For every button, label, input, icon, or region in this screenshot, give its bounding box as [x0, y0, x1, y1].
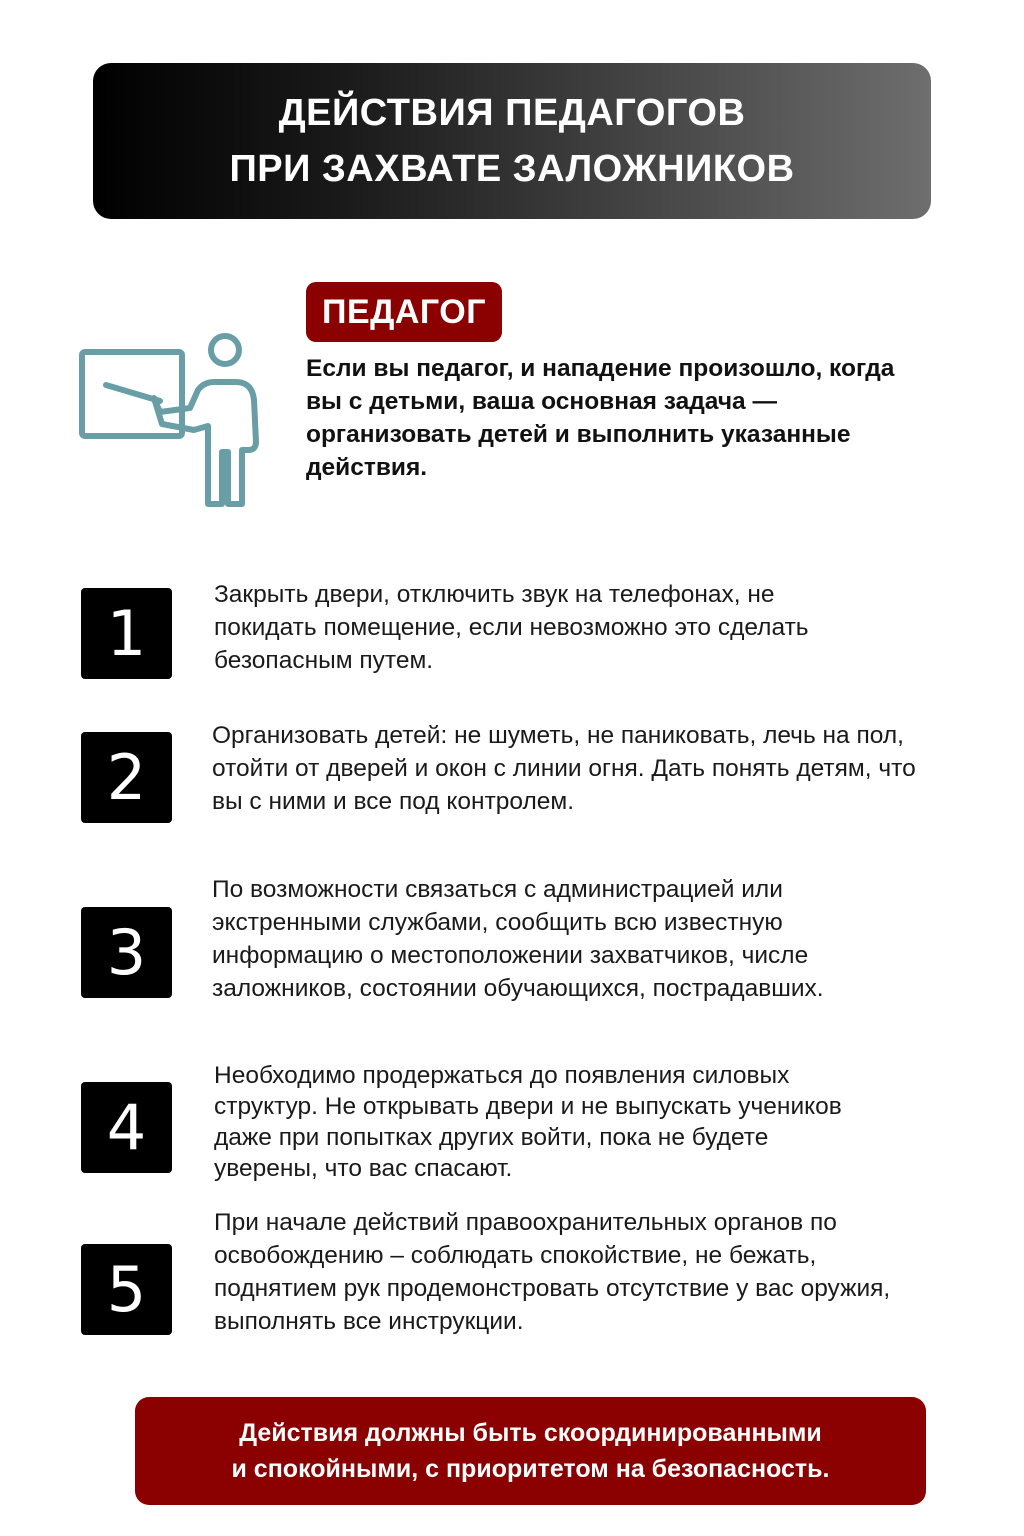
step-text-4: Необходимо продержаться до появления силовых структур. Не открывать двери и не выпускать учеников даже при попытках других войти, пока не будете уверены, что вас спасают.: [214, 1062, 842, 1182]
step-text-5: При начале действий правоохранительных органов по освобождению – соблюдать спокойствие, не бежать, поднятием рук продемонстровать отсутствие у вас оружия, выполнять все инструкции.: [214, 1209, 891, 1335]
step-number-1: 1: [81, 588, 172, 679]
step-number-5: 5: [81, 1244, 172, 1335]
step-number-3: 3: [81, 907, 172, 998]
footer-text: Действия должны быть скоординированными и спокойными, с приоритетом на безопасность.: [231, 1419, 830, 1483]
footer-banner: [135, 1397, 926, 1505]
role-intro-text: Если вы педагог, и нападение произошло, когда вы с детьми, ваша основная задача — организовать детей и выполнить указанные действия.: [306, 355, 895, 481]
teacher-at-board-icon: [76, 330, 268, 514]
page-title-line-2: ПРИ ЗАХВАТЕ ЗАЛОЖНИКОВ: [229, 148, 795, 190]
step-text-2: Организовать детей: не шуметь, не паниковать, лечь на пол, отойти от дверей и окон с линии огня. Дать понять детям, что вы с ними и все под контролем.: [212, 722, 916, 815]
step-text-1: Закрыть двери, отключить звук на телефонах, не покидать помещение, если невозможно это сделать безопасным путем.: [214, 581, 809, 674]
page-title-line-1: ДЕЙСТВИЯ ПЕДАГОГОВ: [278, 92, 746, 134]
step-number-4: 4: [81, 1082, 172, 1173]
step-number-2: 2: [81, 732, 172, 823]
role-badge: ПЕДАГОГ: [306, 282, 502, 342]
title-banner: [93, 63, 931, 219]
step-text-3: По возможности связаться с администрацией или экстренными службами, сообщить всю известную информацию о местоположении захватчиков, числе заложников, состоянии обучающихся, пострадавших.: [212, 876, 824, 1002]
